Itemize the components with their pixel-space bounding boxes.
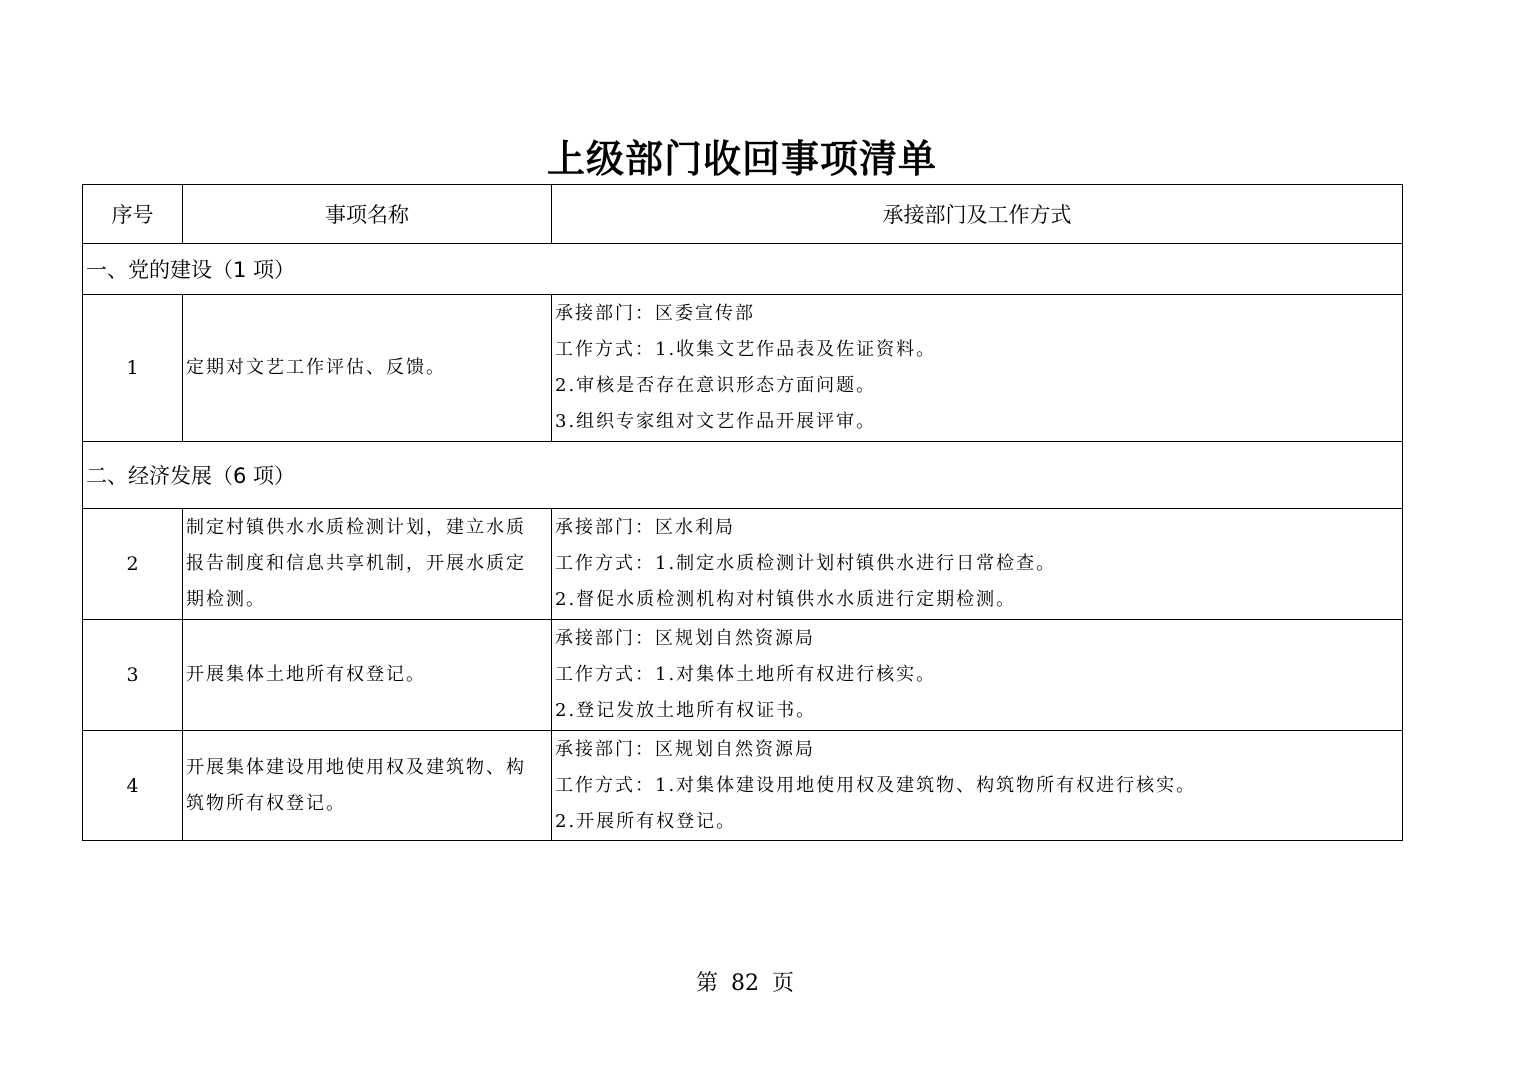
- row-no: 3: [83, 620, 183, 731]
- section-heading: 二、经济发展（6 项）: [83, 442, 1403, 509]
- table-row: [83, 620, 1403, 731]
- row-name: [183, 620, 552, 731]
- table-header-row: [83, 185, 1403, 244]
- name-line: 定期对文艺工作评估、反馈。: [186, 357, 446, 378]
- name-line: 筑物所有权登记。: [186, 792, 346, 814]
- dept-line: 3.组织专家组对文艺作品开展评审。: [555, 411, 877, 432]
- name-line: 制定村镇供水水质检测计划，建立水质: [186, 517, 526, 538]
- dept-line: 承接部门：区规划自然资源局: [555, 738, 815, 760]
- row-no: 1: [83, 295, 183, 442]
- section-row: [83, 244, 1403, 295]
- dept-line: 工作方式：1.制定水质检测计划村镇供水进行日常检查。: [555, 553, 1057, 574]
- dept-line: 工作方式：1.收集文艺作品表及佐证资料。: [555, 339, 937, 360]
- row-name: [183, 295, 552, 442]
- dept-line: 2.督促水质检测机构对村镇供水水质进行定期检测。: [555, 589, 1017, 610]
- dept-line: 2.登记发放土地所有权证书。: [555, 700, 817, 721]
- row-dept: [552, 295, 1403, 442]
- dept-line: 工作方式：1.对集体土地所有权进行核实。: [555, 664, 937, 685]
- row-dept: [552, 731, 1403, 841]
- page-title: 上级部门收回事项清单: [546, 137, 937, 181]
- row-no: 4: [83, 731, 183, 841]
- row-no: 2: [83, 509, 183, 620]
- name-line: 开展集体土地所有权登记。: [186, 664, 426, 685]
- section-heading: 一、党的建设（1 项）: [83, 244, 1403, 295]
- item-table: [82, 184, 1403, 841]
- row-name: [183, 731, 552, 841]
- dept-line: 工作方式：1.对集体建设用地使用权及建筑物、构筑物所有权进行核实。: [555, 774, 1197, 796]
- section-row: [83, 442, 1403, 509]
- header-no: 序号: [83, 185, 183, 244]
- page-number: 第 82 页: [696, 971, 794, 996]
- table-row: [83, 509, 1403, 620]
- row-dept: [552, 509, 1403, 620]
- name-line: 期检测。: [186, 589, 266, 610]
- name-line: 开展集体建设用地使用权及建筑物、构: [186, 756, 526, 778]
- dept-line: 承接部门：区规划自然资源局: [555, 628, 815, 649]
- row-name: [183, 509, 552, 620]
- header-dept: 承接部门及工作方式: [552, 185, 1403, 244]
- table-row: [83, 295, 1403, 442]
- header-name: 事项名称: [183, 185, 552, 244]
- dept-line: 2.审核是否存在意识形态方面问题。: [555, 375, 877, 396]
- table-row: [83, 731, 1403, 841]
- dept-line: 承接部门：区委宣传部: [555, 303, 755, 324]
- dept-line: 2.开展所有权登记。: [555, 810, 737, 832]
- name-line: 报告制度和信息共享机制，开展水质定: [186, 553, 526, 574]
- dept-line: 承接部门：区水利局: [555, 517, 735, 538]
- row-dept: [552, 620, 1403, 731]
